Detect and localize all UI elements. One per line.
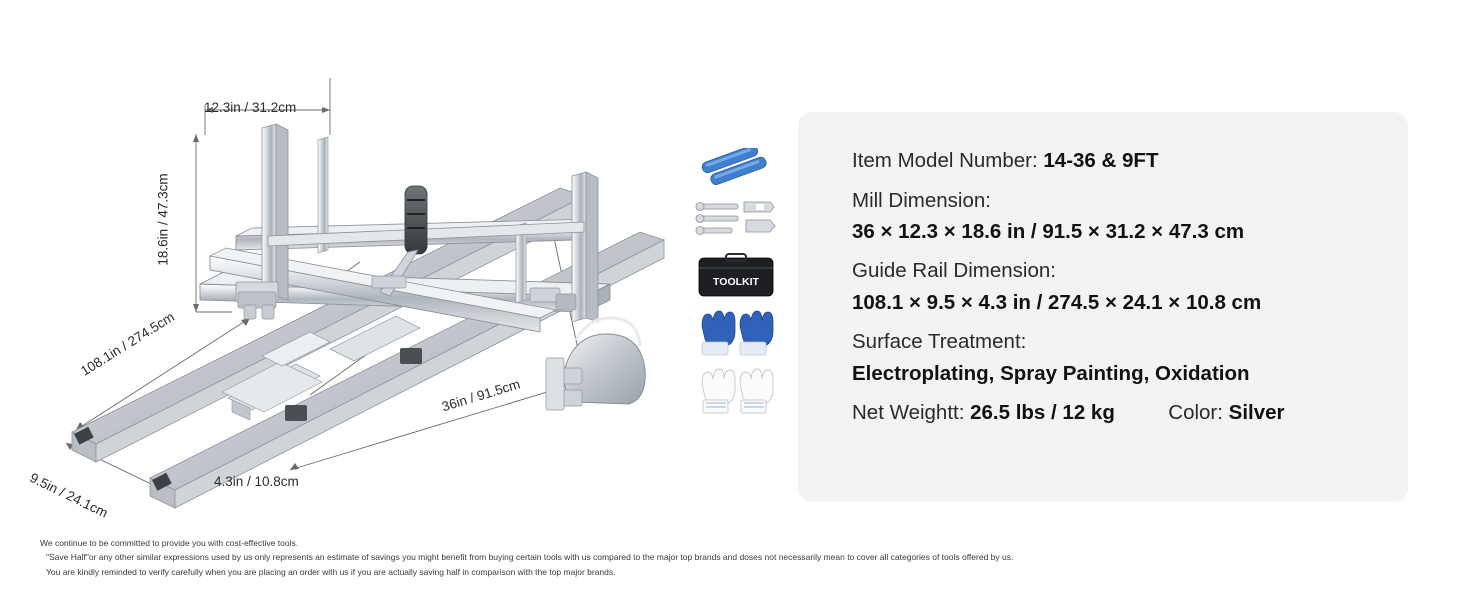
accessory-white-gloves <box>694 366 778 423</box>
spec-surface-value: Electroplating, Spray Painting, Oxidation <box>852 361 1250 385</box>
dim-top-width: 12.3in / 31.2cm <box>204 100 297 115</box>
spec-item-model <box>852 148 1408 174</box>
spec-model-label: Item Model Number: <box>852 149 1038 172</box>
spec-surface-label: Surface Treatment: <box>852 329 1027 353</box>
spec-color-value: Silver <box>1228 400 1285 424</box>
spec-guide-rail <box>852 258 1408 315</box>
spec-model-value: 14-36 & 9FT <box>1043 149 1159 172</box>
dim-mill-length: 36in / 91.5cm <box>440 376 522 415</box>
spec-rail-value: 108.1 × 9.5 × 4.3 in / 274.5 × 24.1 × 10.8 cm <box>852 290 1262 314</box>
dim-rail-width: 9.5in / 24.1cm <box>27 470 111 521</box>
spec-mill-value: 36 × 12.3 × 18.6 in / 91.5 × 31.2 × 47.3 cm <box>852 220 1245 244</box>
product-diagram <box>0 0 800 530</box>
spec-weight-value: 26.5 lbs / 12 kg <box>970 400 1115 424</box>
spec-rail-label: Guide Rail Dimension: <box>852 259 1056 283</box>
footer-line-1: We continue to be committed to provide you with cost-effective tools. <box>40 538 299 548</box>
spec-mill-label: Mill Dimension: <box>852 188 991 212</box>
accessory-blue-handles <box>698 148 774 191</box>
chainsaw-mill-illustration <box>0 0 800 530</box>
dim-rail-length: 108.1in / 274.5cm <box>78 309 177 379</box>
specification-card <box>798 112 1408 502</box>
spec-mill-dimension <box>852 188 1408 245</box>
accessory-toolkit-bag <box>696 252 776 305</box>
footer-disclaimer <box>40 538 1140 581</box>
spec-color-label: Color: <box>1168 400 1223 424</box>
footer-line-3: You are kindly reminded to verify carefully when you are placing an order with us if you are actually saving half in comparison with the top major brands. <box>46 566 616 577</box>
accessory-blue-gloves <box>694 308 778 365</box>
spec-surface-treatment <box>852 329 1408 386</box>
accessories-column <box>690 140 800 410</box>
dim-height: 18.6in / 47.3cm <box>155 173 171 266</box>
footer-line-2: "Save Half"or any other similar expressions used by us only represents an estimate of savings you might benefit from buying certain tools with us compared to the major top brands and doses not necessarily mean to cover all categories of tools offered by us. <box>46 552 1014 563</box>
spec-weight-label: Net Weightt: <box>852 400 965 424</box>
accessory-wrench-bolts <box>694 198 780 247</box>
dim-rail-thickness: 4.3in / 10.8cm <box>214 474 299 489</box>
spec-weight-color <box>852 400 1408 426</box>
toolkit-label: TOOLKIT <box>713 276 759 288</box>
